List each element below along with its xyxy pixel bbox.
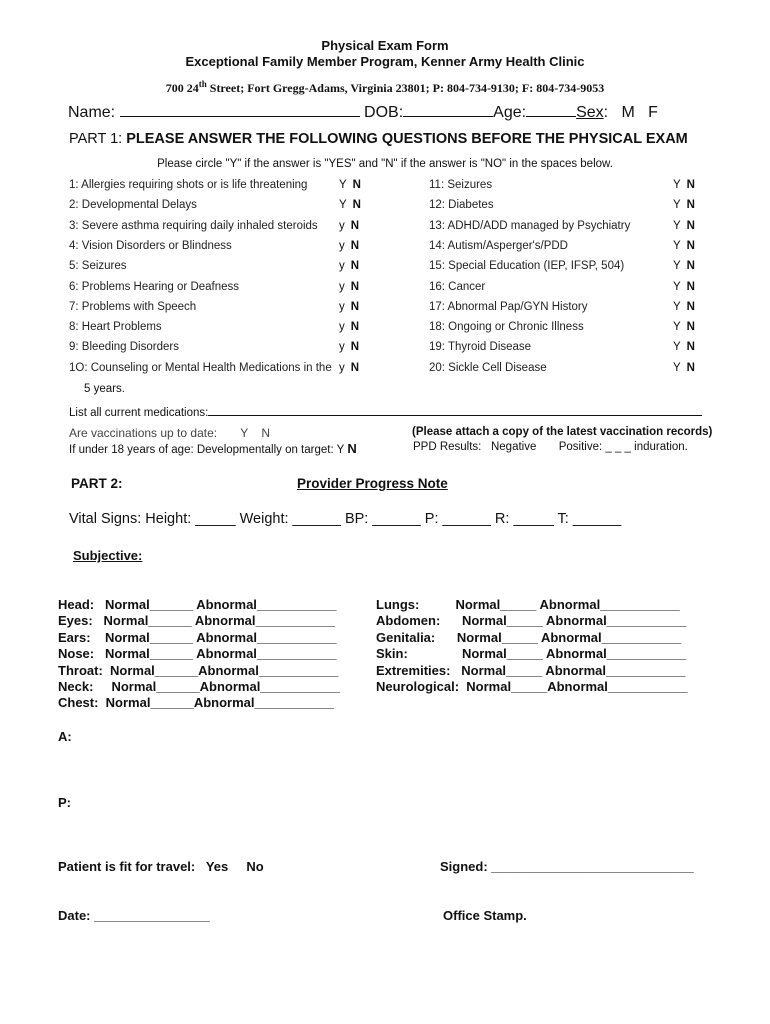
- question-text: 9: Bleeding Disorders: [69, 341, 179, 354]
- age-field[interactable]: [526, 101, 576, 117]
- age-label: Age:: [493, 104, 527, 121]
- yes-option[interactable]: Y: [673, 219, 681, 232]
- no-option[interactable]: N: [686, 219, 695, 232]
- signature-field[interactable]: Signed: ____________________________: [440, 859, 694, 874]
- yes-no-choice[interactable]: [673, 260, 695, 272]
- developmental-question[interactable]: If under 18 years of age: Developmentally on target: Y N: [69, 441, 357, 456]
- exam-finding-row[interactable]: Genitalia: Normal_____ Abnormal___________: [376, 629, 682, 645]
- question-text: 7: Problems with Speech: [69, 300, 197, 313]
- no-option[interactable]: N: [686, 179, 695, 191]
- exam-finding-row[interactable]: Throat: Normal______Abnormal___________: [58, 662, 339, 678]
- yes-no-choice[interactable]: [673, 179, 695, 191]
- yes-option[interactable]: Y: [673, 321, 681, 334]
- yes-no-choice[interactable]: [339, 362, 359, 374]
- question-text: 20: Sickle Cell Disease: [429, 361, 547, 374]
- no-option[interactable]: N: [350, 361, 360, 374]
- question-text: 15: Special Education (IEP, IFSP, 504): [429, 260, 625, 273]
- ppd-results[interactable]: PPD Results: Negative Positive: _ _ _ induration.: [413, 441, 688, 453]
- no-option[interactable]: N: [686, 341, 695, 354]
- no-option[interactable]: N: [686, 300, 695, 313]
- yes-no-choice[interactable]: [673, 321, 695, 333]
- yes-option[interactable]: Y: [339, 199, 347, 212]
- yes-no-choice[interactable]: [673, 341, 695, 353]
- yes-option[interactable]: Y: [673, 280, 681, 293]
- yes-option[interactable]: Y: [673, 199, 681, 212]
- dob-label: DOB:: [364, 104, 404, 121]
- exam-finding-row[interactable]: Ears: Normal______ Abnormal___________: [58, 629, 337, 645]
- exam-finding-row[interactable]: Neurological: Normal_____Abnormal___________: [376, 679, 688, 694]
- vital-signs-line[interactable]: Vital Signs: Height: _____ Weight: ______ BP: ______ P: ______ R: _____ T: ______: [69, 511, 622, 527]
- yes-no-choice[interactable]: [339, 341, 359, 353]
- question-text: 1O: Counseling or Mental Health Medications in the: [69, 361, 332, 374]
- yes-option[interactable]: y: [339, 239, 345, 252]
- no-option[interactable]: N: [686, 199, 695, 212]
- medications-line: [69, 403, 702, 419]
- yes-option[interactable]: y: [339, 280, 345, 293]
- yes-no-choice[interactable]: [673, 362, 695, 374]
- yes-option[interactable]: Y: [673, 300, 681, 313]
- part1-instructions: Please circle "Y" if the answer is "YES" and "N" if the answer is "NO" in the spaces below.: [157, 158, 613, 170]
- vaccination-attach-note: (Please attach a copy of the latest vaccination records): [412, 426, 713, 438]
- sex-options[interactable]: : M F: [603, 104, 658, 121]
- yes-option[interactable]: Y: [339, 179, 347, 191]
- no-option[interactable]: N: [686, 239, 695, 252]
- yes-no-choice[interactable]: [673, 240, 695, 252]
- yes-no-choice[interactable]: [673, 301, 695, 313]
- date-field[interactable]: Date: ________________: [58, 908, 210, 923]
- exam-finding-row[interactable]: Extremities: Normal_____ Abnormal___________: [376, 662, 686, 678]
- question-text: 3: Severe asthma requiring daily inhaled steroids: [69, 219, 318, 232]
- exam-finding-row[interactable]: Abdomen: Normal_____ Abnormal___________: [376, 613, 687, 629]
- yes-no-choice[interactable]: [339, 281, 359, 293]
- yes-option[interactable]: Y: [673, 179, 681, 191]
- assessment-label: A:: [58, 729, 72, 744]
- yes-no-choice[interactable]: [673, 199, 695, 211]
- question-10-continuation: 5 years.: [84, 383, 125, 395]
- question-text: 11: Seizures: [429, 179, 493, 191]
- yes-no-choice[interactable]: [673, 281, 695, 293]
- yes-no-choice[interactable]: [339, 220, 359, 232]
- question-text: 14: Autism/Asperger's/PDD: [429, 239, 568, 252]
- form-title: Physical Exam Form: [321, 38, 449, 53]
- subjective-heading: Subjective:: [73, 548, 143, 563]
- question-text: 6: Problems Hearing or Deafness: [69, 280, 240, 293]
- exam-finding-row[interactable]: Lungs: Normal_____ Abnormal___________: [376, 597, 680, 612]
- exam-finding-row[interactable]: Chest: Normal______Abnormal___________: [58, 695, 335, 711]
- patient-info-line: [68, 101, 658, 122]
- question-text: 18: Ongoing or Chronic Illness: [429, 321, 584, 334]
- plan-label: P:: [58, 795, 71, 810]
- yes-no-choice[interactable]: [339, 301, 359, 313]
- exam-finding-row[interactable]: Head: Normal______ Abnormal___________: [58, 597, 337, 612]
- no-option[interactable]: N: [686, 260, 695, 273]
- no-option[interactable]: N: [352, 199, 361, 212]
- question-text: 5: Seizures: [69, 260, 127, 273]
- question-text: 1: Allergies requiring shots or is life threatening: [69, 179, 308, 191]
- no-option[interactable]: N: [350, 260, 360, 273]
- question-text: 8: Heart Problems: [69, 321, 162, 334]
- yes-option[interactable]: y: [339, 300, 345, 313]
- yes-no-choice[interactable]: [339, 199, 361, 211]
- question-text: 12: Diabetes: [429, 199, 494, 212]
- dob-field[interactable]: [403, 101, 493, 117]
- provider-progress-note-heading: Provider Progress Note: [297, 476, 448, 491]
- medications-label: List all current medications:: [69, 407, 209, 419]
- name-label: Name:: [68, 104, 116, 121]
- yes-option[interactable]: Y: [673, 341, 681, 354]
- yes-no-choice[interactable]: [339, 321, 359, 333]
- question-text: 17: Abnormal Pap/GYN History: [429, 300, 588, 313]
- yes-option[interactable]: y: [339, 361, 345, 374]
- medications-field[interactable]: [208, 403, 702, 416]
- no-option[interactable]: N: [350, 341, 360, 354]
- no-option[interactable]: N: [686, 280, 695, 293]
- yes-option[interactable]: y: [339, 219, 345, 232]
- yes-no-choice[interactable]: [339, 240, 359, 252]
- yes-option[interactable]: y: [339, 341, 345, 354]
- name-field[interactable]: [120, 101, 360, 117]
- yes-no-choice[interactable]: [339, 260, 359, 272]
- sex-label: Sex: [576, 104, 604, 121]
- no-option[interactable]: N: [686, 321, 695, 334]
- no-option[interactable]: N: [686, 361, 695, 374]
- no-option[interactable]: N: [350, 300, 360, 313]
- exam-finding-row[interactable]: Eyes: Normal______ Abnormal___________: [58, 613, 336, 629]
- no-option[interactable]: N: [350, 280, 360, 293]
- no-option[interactable]: N: [350, 219, 360, 232]
- question-text: 19: Thyroid Disease: [429, 341, 532, 354]
- clinic-address: 700 24th Street; Fort Gregg-Adams, Virginia 23801; P: 804-734-9130; F: 804-734-9053: [165, 79, 605, 95]
- part1-heading: PART 1: PLEASE ANSWER THE FOLLOWING QUESTIONS BEFORE THE PHYSICAL EXAM: [69, 131, 688, 147]
- question-text: 13: ADHD/ADD managed by Psychiatry: [429, 219, 631, 232]
- yes-option[interactable]: Y: [673, 260, 681, 273]
- form-subtitle: Exceptional Family Member Program, Kenner Army Health Clinic: [185, 54, 585, 69]
- yes-option[interactable]: y: [339, 321, 345, 334]
- no-option[interactable]: N: [350, 321, 360, 334]
- no-option[interactable]: N: [350, 239, 360, 252]
- exam-finding-row[interactable]: Nose: Normal______ Abnormal___________: [58, 646, 337, 662]
- exam-finding-row[interactable]: Neck: Normal______Abnormal___________: [58, 679, 340, 694]
- question-text: 16: Cancer: [429, 280, 486, 293]
- yes-option[interactable]: Y: [673, 361, 681, 374]
- yes-option[interactable]: y: [339, 260, 345, 273]
- no-option[interactable]: N: [352, 179, 361, 191]
- office-stamp-label: Office Stamp.: [443, 908, 527, 923]
- fit-for-travel[interactable]: Patient is fit for travel: Yes No: [58, 859, 264, 874]
- exam-finding-row[interactable]: Skin: Normal_____ Abnormal___________: [376, 646, 687, 662]
- question-text: 4: Vision Disorders or Blindness: [69, 239, 232, 252]
- yes-no-choice[interactable]: [673, 220, 695, 232]
- question-text: 2: Developmental Delays: [69, 199, 197, 212]
- yes-option[interactable]: Y: [673, 239, 681, 252]
- yes-no-choice[interactable]: [339, 179, 361, 191]
- part2-label: PART 2:: [71, 476, 123, 491]
- vaccinations-question[interactable]: Are vaccinations up to date: Y N: [69, 426, 270, 440]
